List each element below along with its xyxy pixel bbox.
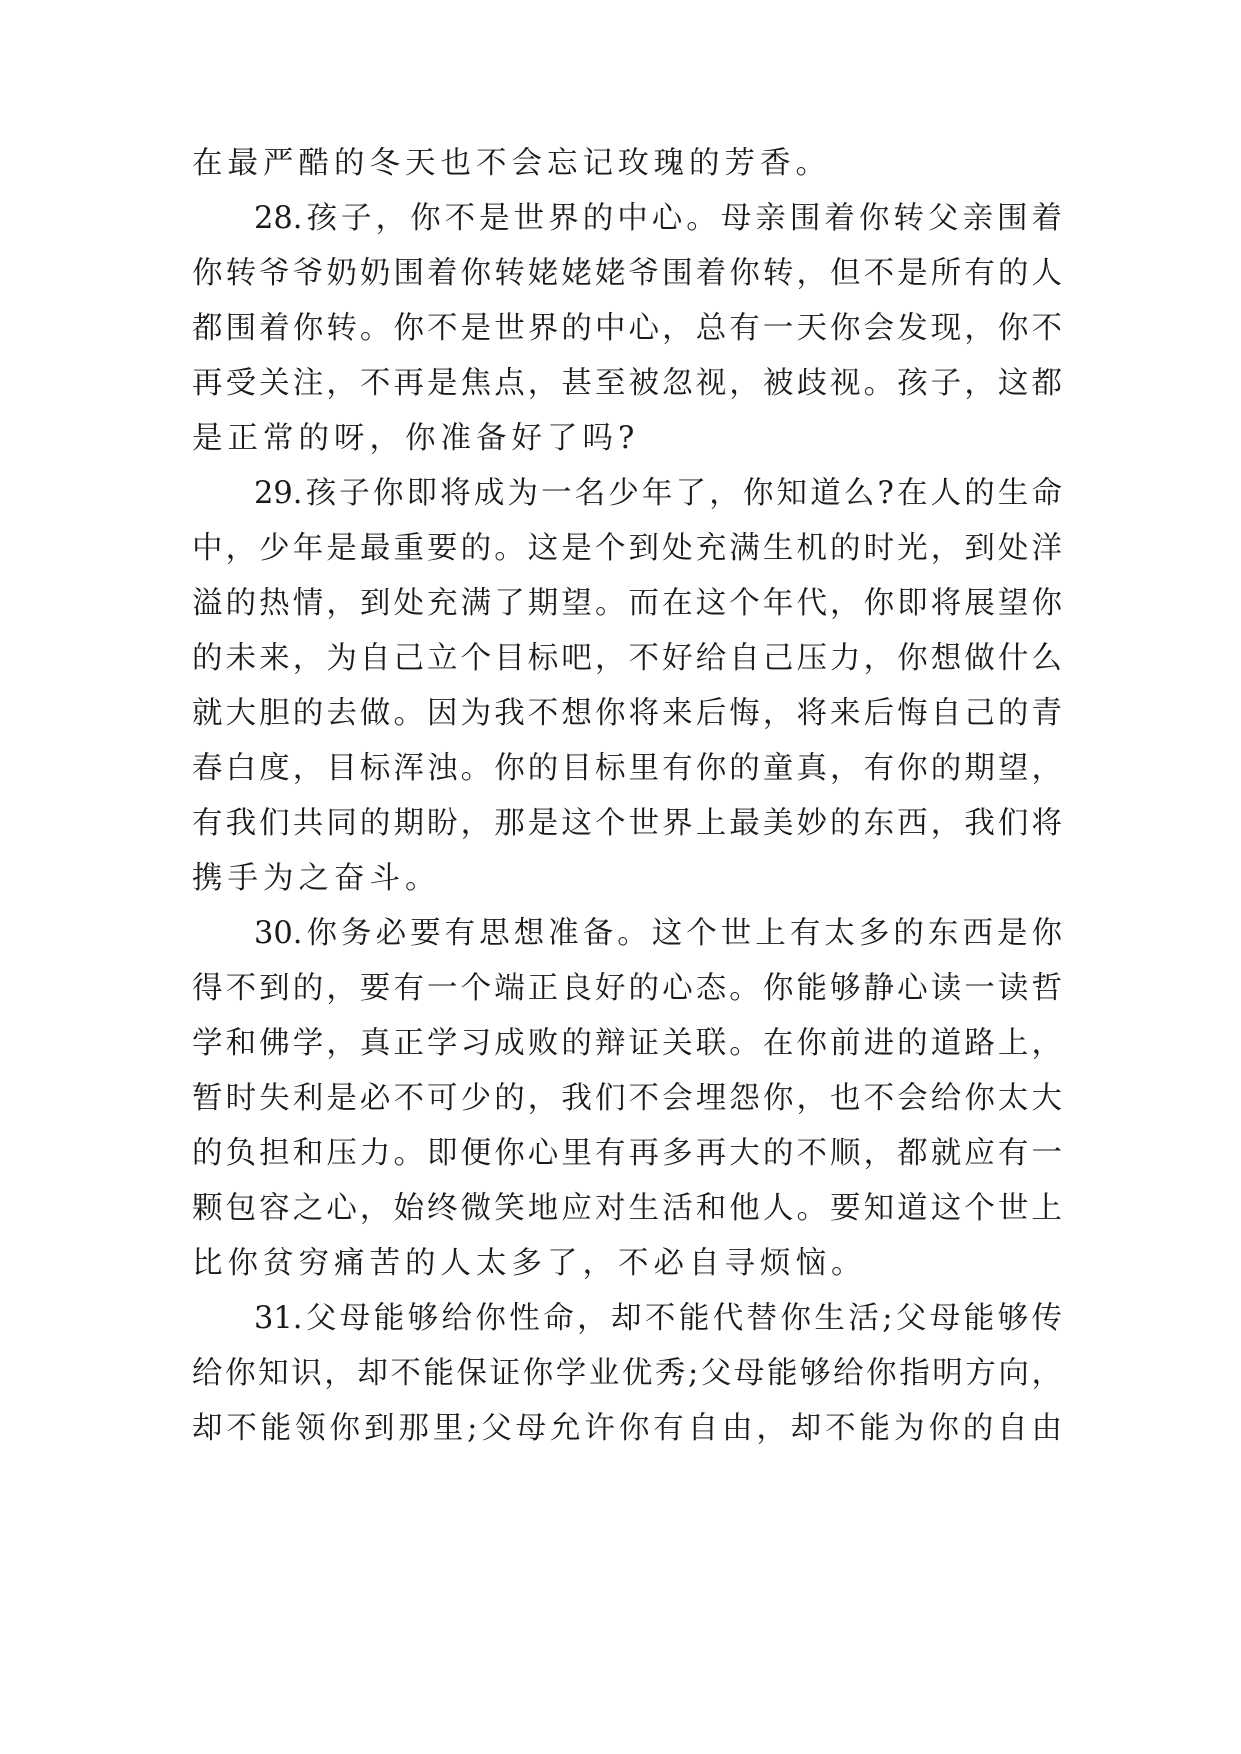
text-line: 颗包容之心，始终微笑地应对生活和他人。要知道这个世上: [192, 1191, 1062, 1226]
paragraph-30-line: 30.你务必要有思想准备。这个世上有太多的东西是你: [254, 916, 1062, 951]
text-line: 有我们共同的期盼，那是这个世界上最美妙的东西，我们将: [192, 806, 1062, 841]
text-line: 再受关注，不再是焦点，甚至被忽视，被歧视。孩子，这都: [192, 366, 1062, 401]
text-line: 溢的热情，到处充满了期望。而在这个年代，你即将展望你: [192, 586, 1062, 621]
text-line: 是正常的呀，你准备好了吗?: [192, 421, 640, 456]
text-line: 比你贫穷痛苦的人太多了，不必自寻烦恼。: [192, 1246, 867, 1281]
text-line: 你转爷爷奶奶围着你转姥姥姥爷围着你转，但不是所有的人: [192, 256, 1062, 291]
text-line: 携手为之奋斗。: [192, 861, 441, 896]
paragraph-28-line: 28.孩子，你不是世界的中心。母亲围着你转父亲围着: [254, 201, 1062, 236]
text-line: 春白度，目标浑浊。你的目标里有你的童真，有你的期望，: [192, 751, 1062, 786]
text-line: 学和佛学，真正学习成败的辩证关联。在你前进的道路上，: [192, 1026, 1062, 1061]
paragraph-31-line: 31.父母能够给你性命，却不能代替你生活;父母能够传: [254, 1301, 1062, 1336]
text-line: 的负担和压力。即便你心里有再多再大的不顺，都就应有一: [192, 1136, 1062, 1171]
text-line: 给你知识，却不能保证你学业优秀;父母能够给你指明方向，: [192, 1356, 1062, 1391]
paragraph-29-line: 29.孩子你即将成为一名少年了，你知道么?在人的生命: [254, 476, 1062, 511]
text-line: 就大胆的去做。因为我不想你将来后悔，将来后悔自己的青: [192, 696, 1062, 731]
text-line: 中，少年是最重要的。这是个到处充满生机的时光，到处洋: [192, 531, 1062, 566]
text-line: 都围着你转。你不是世界的中心，总有一天你会发现，你不: [192, 311, 1062, 346]
text-line: 的未来，为自己立个目标吧，不好给自己压力，你想做什么: [192, 641, 1062, 676]
text-line: 暂时失利是必不可少的，我们不会埋怨你，也不会给你太大: [192, 1081, 1062, 1116]
text-line: 却不能领你到那里;父母允许你有自由，却不能为你的自由: [192, 1411, 1062, 1446]
text-line: 得不到的，要有一个端正良好的心态。你能够静心读一读哲: [192, 971, 1062, 1006]
text-line: 在最严酷的冬天也不会忘记玫瑰的芳香。: [192, 146, 831, 181]
